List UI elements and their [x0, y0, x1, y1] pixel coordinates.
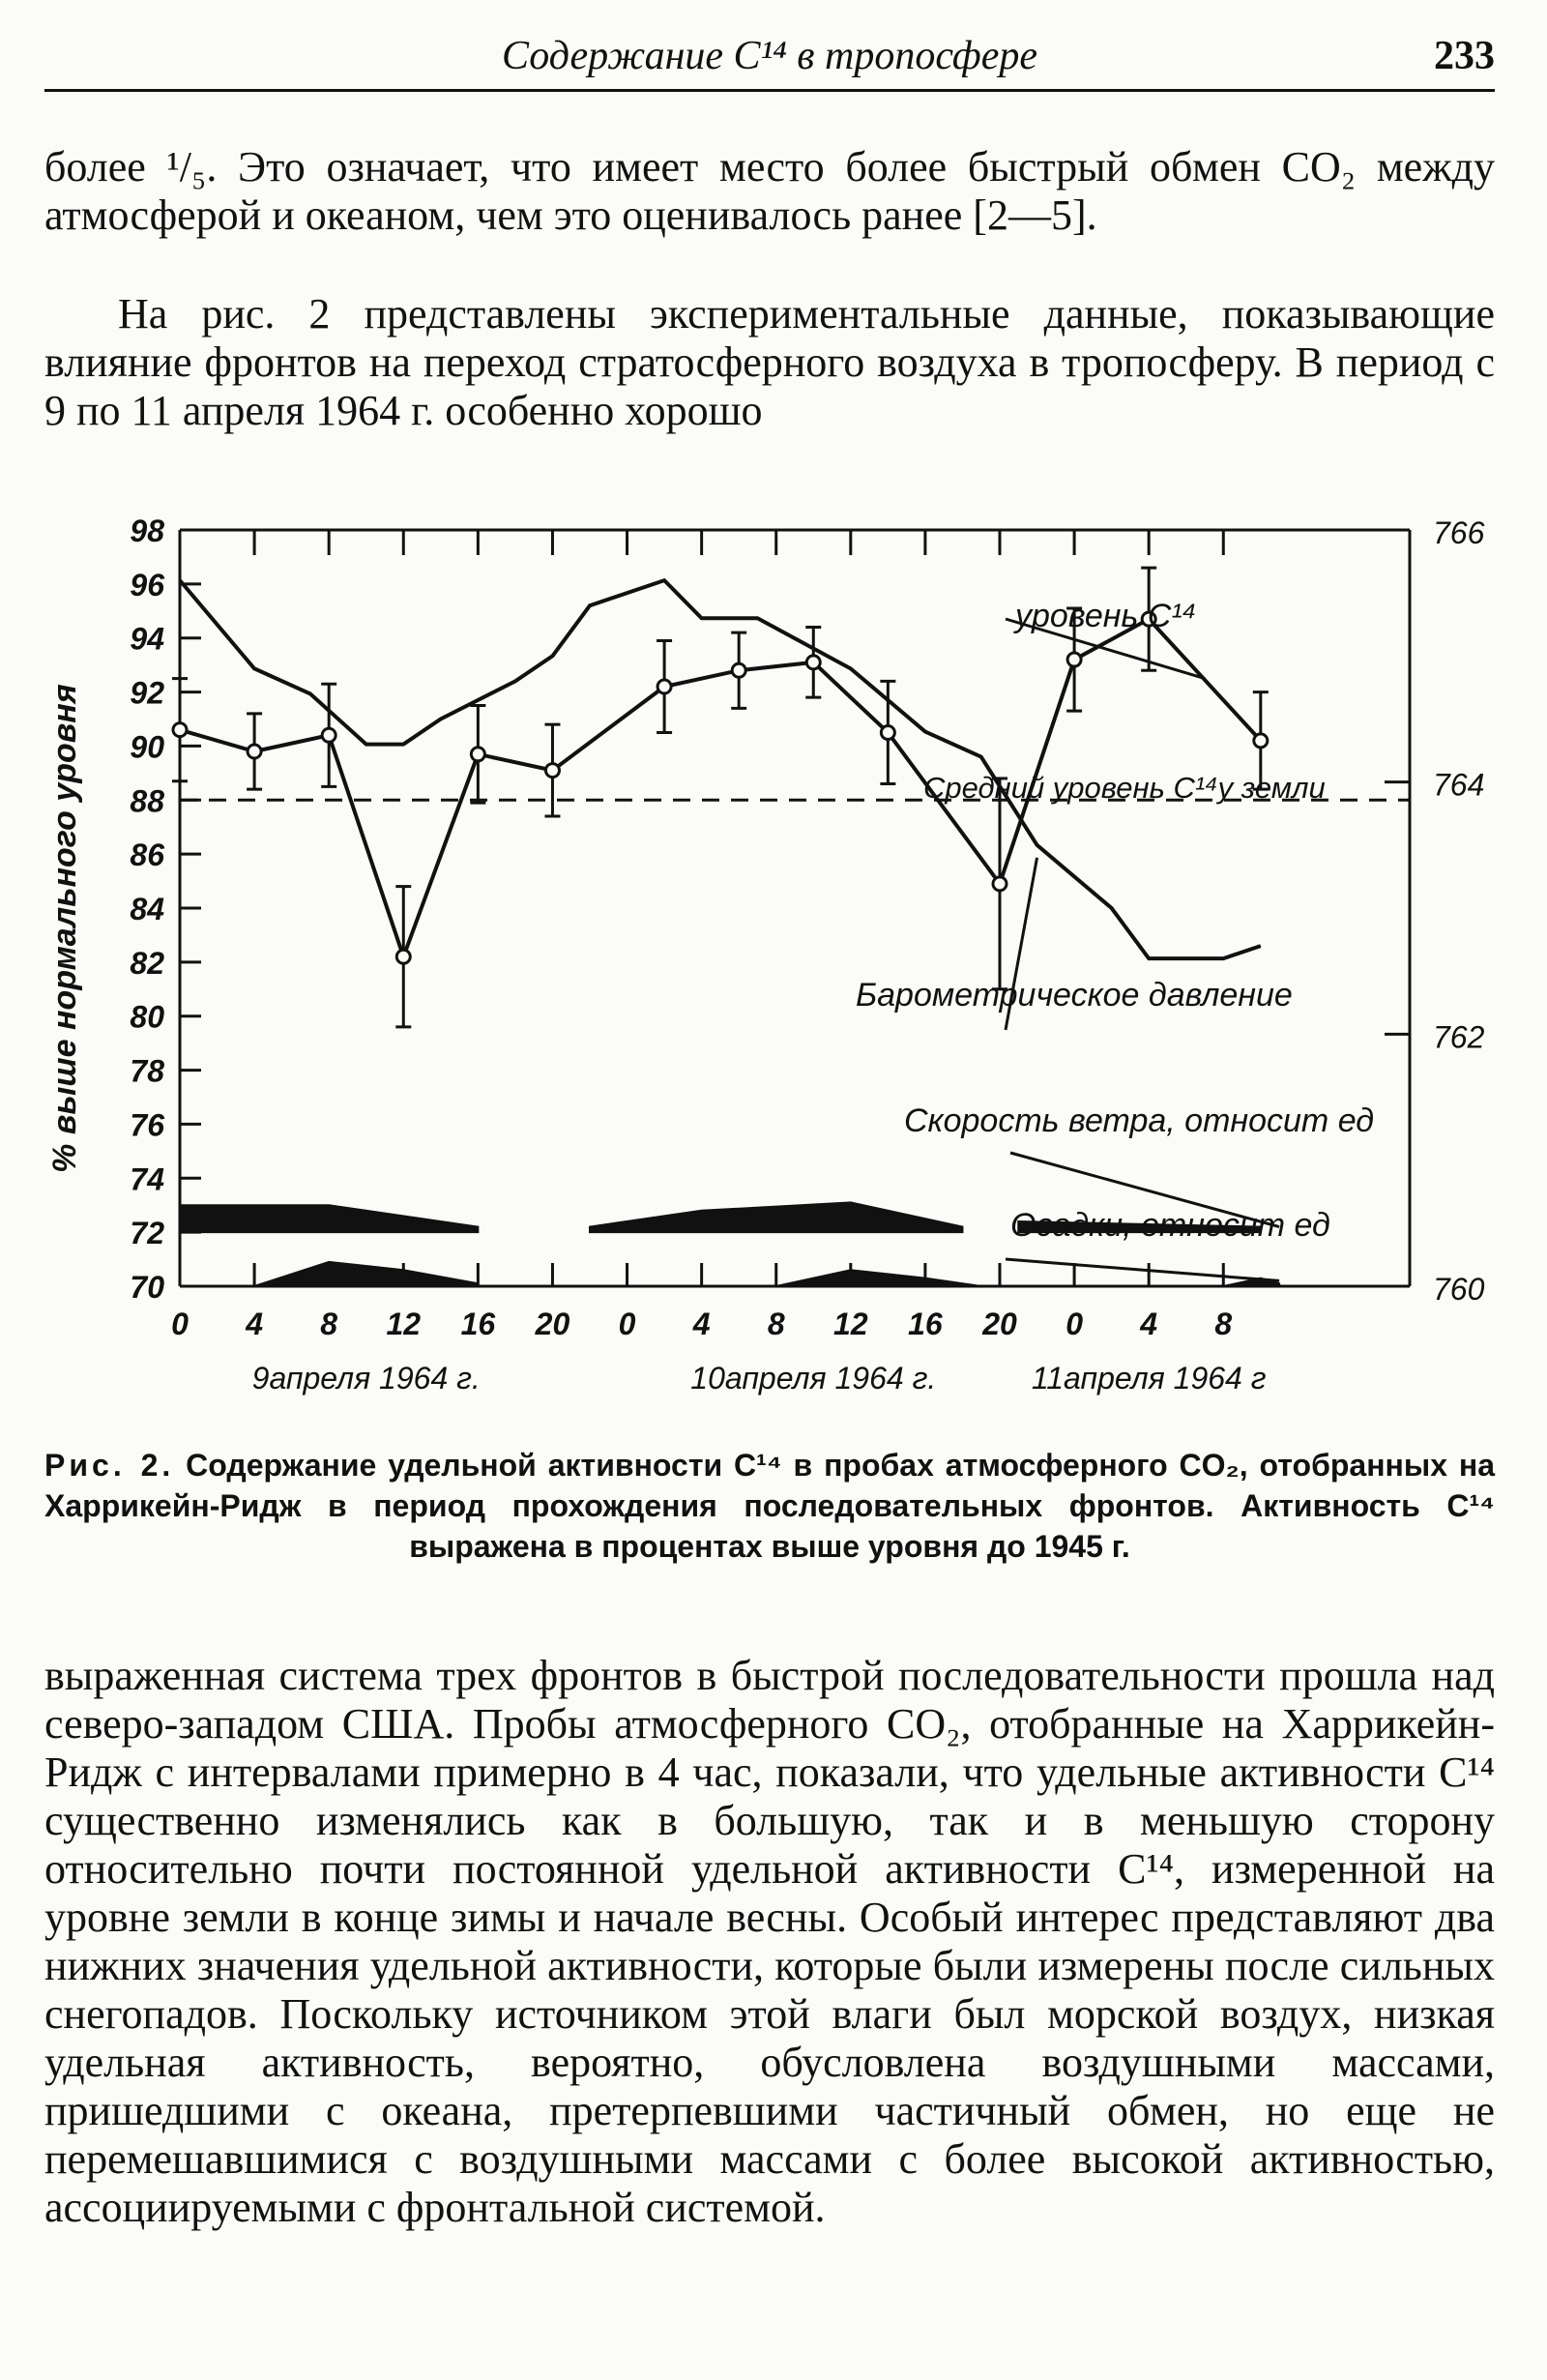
hour-tick-label: 8 — [320, 1307, 338, 1341]
c14-point — [732, 663, 745, 677]
c14-point — [396, 950, 410, 963]
left-tick-label: 84 — [130, 892, 164, 926]
c14-point — [657, 680, 671, 693]
c14-point — [471, 748, 484, 761]
left-tick-label: 96 — [130, 567, 164, 602]
hour-tick-label: 20 — [535, 1307, 570, 1341]
hour-tick-label: 12 — [833, 1307, 868, 1341]
running-title: Содержание C¹⁴ в тропосфере — [501, 34, 1038, 78]
c14-chart — [0, 484, 1547, 1412]
left-tick-label: 78 — [130, 1053, 164, 1089]
hour-tick-label: 12 — [386, 1307, 422, 1341]
c14-point — [248, 745, 261, 758]
left-tick-label: 70 — [130, 1270, 164, 1305]
hour-tick-label: 8 — [1214, 1307, 1233, 1341]
left-tick-label: 76 — [130, 1107, 164, 1143]
date-label: 9апреля 1964 г. — [251, 1361, 481, 1396]
c14-point — [881, 725, 894, 739]
left-tick-label: 98 — [130, 514, 164, 548]
right-tick-label: 762 — [1433, 1019, 1485, 1055]
c14-point — [1254, 734, 1268, 748]
right-tick-label: 766 — [1433, 515, 1485, 550]
left-tick-label: 92 — [130, 675, 164, 711]
c14-point — [322, 728, 336, 742]
hour-tick-label: 16 — [460, 1307, 496, 1341]
hour-tick-label: 4 — [246, 1307, 263, 1341]
hour-tick-label: 16 — [908, 1307, 943, 1341]
c14-point — [993, 877, 1007, 891]
date-label: 11апреля 1964 г — [1031, 1361, 1267, 1396]
left-tick-label: 80 — [130, 999, 164, 1035]
c14-point — [545, 764, 559, 778]
c14-point — [1067, 653, 1081, 666]
hour-tick-label: 4 — [1140, 1307, 1158, 1341]
left-tick-label: 82 — [130, 945, 164, 981]
annotation-pressure: Барометрическое давление — [856, 977, 1293, 1014]
hour-tick-label: 0 — [1065, 1307, 1083, 1341]
annotation-wind: Скорость ветра, относит ед — [904, 1102, 1375, 1139]
paragraph-1: более ¹/₅. Это означает, что имеет место более быстрый обмен CO₂ между атмосферой и океаном, чем это оценивалось ранее [2—5]. — [44, 143, 1495, 239]
precipitation-area — [254, 1262, 478, 1286]
right-tick-label: 760 — [1433, 1272, 1485, 1307]
date-label: 10апреля 1964 г. — [690, 1361, 937, 1396]
left-tick-label: 86 — [130, 837, 164, 873]
leader-precip — [1006, 1259, 1279, 1280]
left-tick-label: 90 — [130, 729, 164, 765]
right-tick-label: 764 — [1433, 767, 1485, 803]
y-axis-label: % выше нормального уровня — [46, 684, 83, 1173]
annotation-precip: Осадки, относит ед — [1010, 1207, 1330, 1244]
figure-2 — [0, 484, 1547, 1412]
hour-tick-label: 0 — [171, 1307, 189, 1341]
hour-tick-label: 20 — [982, 1307, 1017, 1341]
precipitation-area — [776, 1270, 981, 1286]
page-number: 233 — [1434, 34, 1495, 78]
left-tick-label: 94 — [130, 621, 164, 657]
left-tick-label: 74 — [130, 1161, 164, 1197]
left-tick-label: 88 — [130, 783, 164, 819]
annotation-ground-mean: Средний уровень C¹⁴у земли — [923, 771, 1326, 805]
caption-text: Содержание удельной активности C¹⁴ в пробах атмосферного CO₂, отобранных на Харрикейн-Ридж в период прохождения последовательных фронтов. Активность C¹⁴ выражена в процентах выше уровня до 1945 г. — [44, 1448, 1496, 1564]
figure-label: Рис. 2. — [44, 1448, 175, 1483]
wind-speed-area — [590, 1202, 962, 1232]
wind-speed-area — [180, 1205, 478, 1232]
running-header — [44, 29, 1495, 92]
left-tick-label: 72 — [130, 1216, 164, 1251]
hour-tick-label: 0 — [618, 1307, 636, 1341]
paragraph-2: На рис. 2 представлены экспериментальные данные, показывающие влияние фронтов на переход стратосферного воздуха в тропосферу. В период с 9 по 11 апреля 1964 г. особенно хорошо — [44, 290, 1495, 434]
c14-point — [806, 656, 820, 669]
c14-point — [173, 723, 187, 737]
figure-caption — [44, 1445, 1495, 1567]
hour-tick-label: 4 — [692, 1307, 711, 1341]
annotation-c14-level: уровень C¹⁴ — [1015, 598, 1197, 634]
paragraph-3: выраженная система трех фронтов в быстрой последовательности прошла над северо-западом США. Пробы атмосферного CO₂, отобранные на Харрикейн-Ридж с интервалами примерно в 4 час, показали, что удельные активности C¹⁴ существенно изменялись как в большую, так и в меньшую сторону относительно почти постоянной удельной активности C¹⁴, измеренной на уровне земли в конце зимы и начале весны. Особый интерес представляют два нижних значения удельной активности, которые были измерены после сильных снегопадов. Поскольку источником этой влаги был морской воздух, низкая удельная активность, вероятно, обусловлена воздушными массами, пришедшими с океана, претерпевшими частичный обмен, но еще не перемешавшимися с воздушными массами с более высокой активностью, ассоциируемыми с фронтальной системой. — [44, 1652, 1495, 2231]
hour-tick-label: 8 — [767, 1307, 785, 1341]
